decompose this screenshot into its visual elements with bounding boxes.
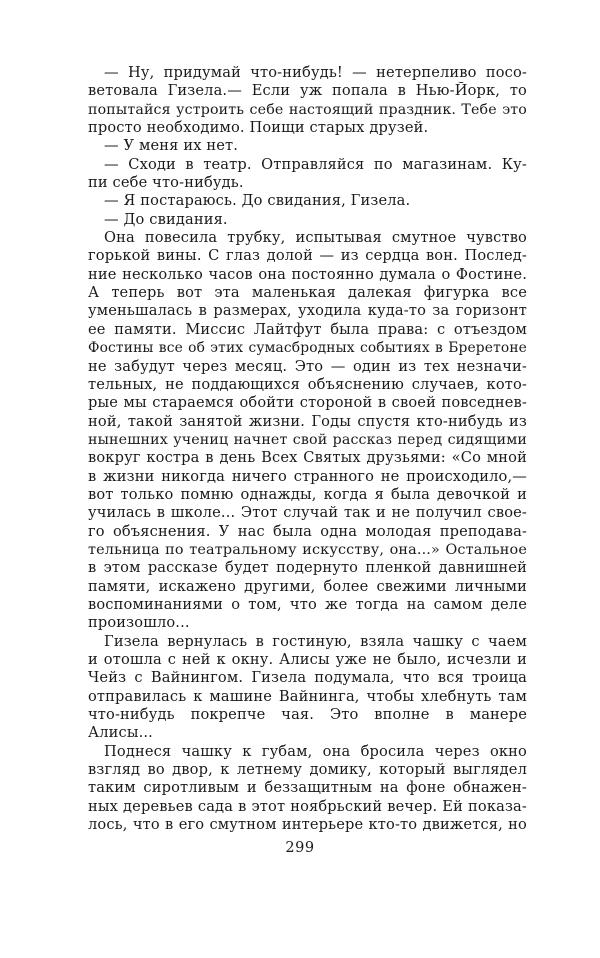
text-line: Алисы... (88, 724, 153, 742)
text-line: ние несколько часов она постоянно думала о Фостине. (88, 265, 527, 283)
text-line: — У меня их нет. (104, 137, 239, 155)
text-line: уменьшалась в размерах, уходила куда-то за горизонт (88, 302, 527, 320)
text-line: Поднеся чашку к губам, она бросила через окно (104, 742, 527, 760)
text-line: Фостины все об этих сумасбродных событиях в Бреретоне (88, 340, 527, 357)
text-line: — До свидания. (104, 210, 228, 228)
text-line: таким сиротливым и беззащитным на фоне обнажен- (88, 779, 527, 797)
text-line: Чейз с Вайнингом. Гизела подумала, что вся троица (88, 669, 527, 687)
text-line: тельных, не поддающихся объяснению случаев, кото- (88, 375, 527, 393)
text-line: А теперь вот эта маленькая далекая фигурка все (88, 284, 527, 302)
text-line: Она повесила трубку, испытывая смутное чувство (104, 229, 527, 247)
text-line: в жизни никогда ничего странного не происходило,— (88, 467, 527, 485)
text-line: горькой вины. С глаз долой — из сердца вон. Послед- (88, 247, 527, 265)
text-line: попытайся устроить себе настоящий праздник. Тебе это (88, 101, 527, 118)
text-line: не забудут через месяц. Это — один из тех незначи- (88, 357, 527, 375)
text-line: лось, что в его смутном интерьере кто-то движется, но (88, 816, 527, 834)
text-line: — Сходи в театр. Отправляйся по магазинам. Ку- (104, 155, 527, 173)
text-line: пи себе что-нибудь. (88, 174, 244, 192)
text-line: — Ну, придумай что-нибудь! — нетерпеливо посо- (104, 64, 527, 81)
text-line: тельница по театральному искусству, она...» Остальное (88, 541, 527, 558)
text-line: взгляд во двор, к летнему домику, который выглядел (88, 761, 527, 779)
text-line: ной, такой занятой жизни. Годы спустя кто-нибудь из (88, 412, 527, 430)
text-line: что-нибудь покрепче чая. Это вполне в манере (88, 706, 527, 724)
text-line: памяти, искажено другими, более свежими личными (88, 577, 527, 595)
text-line: вот только помню однажды, когда я была девочкой и (88, 485, 527, 503)
text-line: произошло... (88, 614, 190, 632)
text-line: отправилась к машине Вайнинга, чтобы хлебнуть там (88, 687, 527, 705)
text-line: и отошла с ней к окну. Алисы уже не было, исчезли и (88, 651, 527, 668)
text-line: нынешних учениц начнет свой рассказ перед сидящими (88, 431, 527, 448)
text-line: вокруг костра в день Всех Святых друзьями: «Со мной (88, 449, 527, 467)
text-line: ных деревьев сада в этот ноябрьский вечер. Ей показа- (88, 797, 527, 815)
text-line: училась в школе... Этот случай так и не получил свое- (88, 504, 527, 522)
text-line: Гизела вернулась в гостиную, взяла чашку с чаем (104, 632, 527, 650)
text-line: рые мы стараемся обойти стороной в своей повседнев- (88, 394, 527, 412)
text-line: ее памяти. Миссис Лайтфут была права: с отъездом (88, 320, 527, 338)
text-line: го объяснения. У нас была одна молодая преподава- (88, 522, 527, 540)
text-line: — Я постараюсь. До свидания, Гизела. (104, 192, 411, 210)
page-number: 299 (285, 840, 315, 856)
page-body-text (88, 64, 527, 834)
text-line: воспоминаниями о том, что же тогда на самом деле (88, 595, 527, 613)
text-line: в этом рассказе будет подернуто пленкой давнишней (88, 559, 527, 577)
text-line: ветовала Гизела.— Если уж попала в Нью-Йорк, то (88, 82, 527, 100)
text-line: просто необходимо. Поищи старых друзей. (88, 119, 429, 137)
